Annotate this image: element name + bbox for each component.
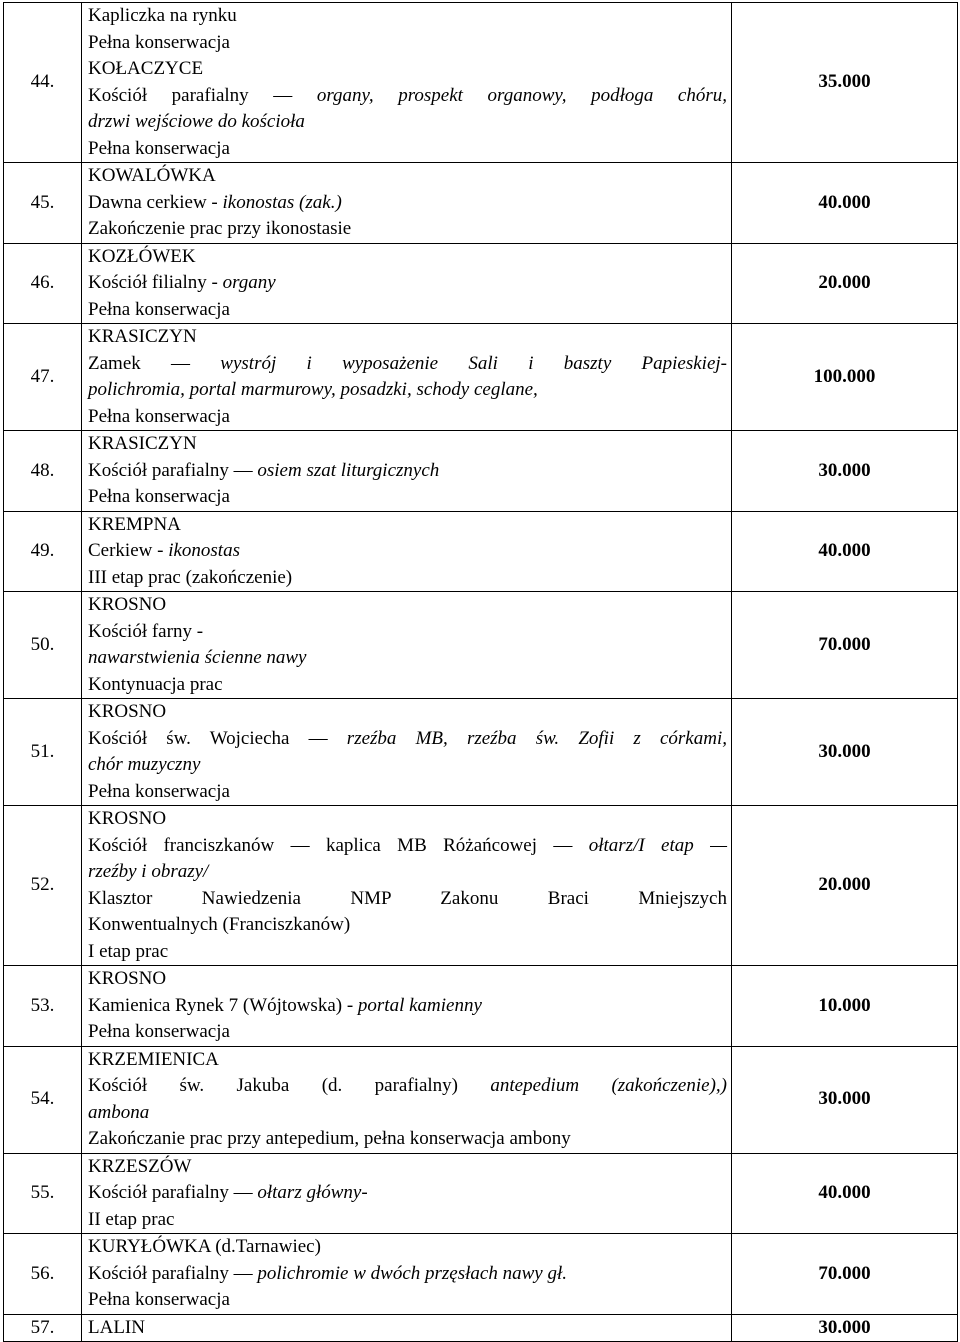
row-description <box>82 1153 732 1234</box>
row-amount: 10.000 <box>732 966 958 1047</box>
work-scope: portal kamienny <box>357 994 482 1016</box>
row-number: 57. <box>4 1314 82 1342</box>
description-line: KOŁACZYCE <box>88 58 204 79</box>
table-row <box>4 1234 958 1315</box>
table-row <box>4 592 958 699</box>
row-amount: 40.000 <box>732 511 958 592</box>
row-amount: 20.000 <box>732 806 958 966</box>
work-scope: polichromie w dwóch przęsłach nawy gł. <box>257 1262 567 1284</box>
description-line <box>88 538 727 565</box>
description-line: Pełna konserwacja <box>88 137 230 159</box>
row-description <box>82 1314 732 1342</box>
object-name: Kościół św. Jakuba (d. parafialny) <box>88 1075 491 1096</box>
table-row <box>4 806 958 966</box>
description-line: Pełna konserwacja <box>88 405 230 427</box>
description-line <box>88 458 727 485</box>
row-description <box>82 1046 732 1153</box>
row-description <box>82 324 732 431</box>
object-name: Dawna cerkiew - <box>88 191 223 213</box>
description-line: KURYŁÓWKA (d.Tarnawiec) <box>88 1236 321 1257</box>
description-line: KROSNO <box>88 701 167 722</box>
table-row <box>4 3 958 163</box>
funding-table <box>3 2 958 1342</box>
row-description <box>82 592 732 699</box>
row-amount: 40.000 <box>732 1153 958 1234</box>
object-name: Kościół parafialny — <box>88 84 317 106</box>
description-line: II etap prac <box>88 1208 175 1230</box>
table-row <box>4 431 958 512</box>
description-line <box>88 351 727 378</box>
description-line: Zakończanie prac przy antepedium, pełna konserwacja ambony <box>88 1128 571 1149</box>
object-name: Kościół parafialny — <box>88 1262 258 1284</box>
description-line: KROSNO <box>88 594 167 615</box>
description-line: Kontynuacja prac <box>88 673 223 695</box>
object-name: Cerkiew - <box>88 540 169 561</box>
row-number: 53. <box>4 966 82 1047</box>
row-number: 48. <box>4 431 82 512</box>
description-line: ambona <box>88 1101 150 1123</box>
description-line: KOWALÓWKA <box>88 165 216 186</box>
description-line: Kościół farny - <box>88 620 204 642</box>
description-line <box>88 270 727 297</box>
object-name: Kościół franciszkanów — kaplica MB Różańcowej — <box>88 834 589 856</box>
table-row <box>4 1153 958 1234</box>
description-line <box>88 190 727 217</box>
description-line: polichromia, portal marmurowy, posadzki, schody ceglane, <box>88 379 538 400</box>
description-line: nawarstwienia ścienne nawy <box>88 647 307 668</box>
table-row <box>4 163 958 244</box>
work-scope: antepedium (zakończenie),) <box>490 1075 727 1096</box>
work-scope: ołtarz/I etap — <box>588 834 728 856</box>
work-scope: rzeźba MB, rzeźba św. Zofii z córkami, <box>346 727 727 749</box>
work-scope: osiem szat liturgicznych <box>257 459 440 481</box>
row-number: 55. <box>4 1153 82 1234</box>
table-row <box>4 1046 958 1153</box>
row-amount: 30.000 <box>732 699 958 806</box>
row-amount: 35.000 <box>732 3 958 163</box>
object-name: Kościół parafialny — <box>88 1182 258 1203</box>
row-number: 56. <box>4 1234 82 1315</box>
description-line: drzwi wejściowe do kościoła <box>88 111 305 132</box>
row-number: 45. <box>4 163 82 244</box>
table-row <box>4 243 958 324</box>
row-description <box>82 699 732 806</box>
row-amount: 30.000 <box>732 431 958 512</box>
row-description <box>82 1234 732 1315</box>
description-line <box>88 1073 727 1100</box>
object-name: Kościół parafialny — <box>88 459 258 481</box>
description-line: LALIN <box>88 1316 145 1338</box>
work-scope: ołtarz główny- <box>257 1182 368 1203</box>
description-line: KOZŁÓWEK <box>88 245 196 267</box>
row-number: 47. <box>4 324 82 431</box>
object-name: Zamek — <box>88 352 221 374</box>
description-line: I etap prac <box>88 940 169 962</box>
row-number: 49. <box>4 511 82 592</box>
object-name: Kościół św. Wojciecha — <box>88 727 347 749</box>
row-description <box>82 431 732 512</box>
row-description <box>82 3 732 163</box>
description-line: KROSNO <box>88 968 167 989</box>
description-line: Pełna konserwacja <box>88 298 230 320</box>
description-line: Pełna konserwacja <box>88 31 230 53</box>
description-line: Klasztor Nawiedzenia NMP Zakonu Braci Mniejszych <box>88 887 727 909</box>
description-line <box>88 726 727 753</box>
row-description <box>82 806 732 966</box>
row-amount: 30.000 <box>732 1314 958 1342</box>
row-description <box>82 243 732 324</box>
description-line: Konwentualnych (Franciszkanów) <box>88 914 351 935</box>
table-row <box>4 1314 958 1342</box>
row-number: 52. <box>4 806 82 966</box>
description-line: Pełna konserwacja <box>88 1021 230 1042</box>
description-line: KRZEMIENICA <box>88 1048 219 1070</box>
description-line: KRZESZÓW <box>88 1155 192 1177</box>
object-name: Kamienica Rynek 7 (Wójtowska) - <box>88 994 358 1016</box>
description-line <box>88 833 727 860</box>
row-amount: 20.000 <box>732 243 958 324</box>
work-scope: organy <box>222 272 276 293</box>
row-description <box>82 966 732 1047</box>
row-description <box>82 511 732 592</box>
description-line: KRASICZYN <box>88 326 197 347</box>
description-line: KROSNO <box>88 808 167 829</box>
description-line: Pełna konserwacja <box>88 486 230 507</box>
description-line: Pełna konserwacja <box>88 780 230 802</box>
description-line: KREMPNA <box>88 513 181 535</box>
description-line: Kapliczka na rynku <box>88 5 237 26</box>
object-name: Kościół filialny - <box>88 272 223 293</box>
description-line: rzeźby i obrazy/ <box>88 861 209 882</box>
row-amount: 40.000 <box>732 163 958 244</box>
row-amount: 30.000 <box>732 1046 958 1153</box>
description-line <box>88 1261 727 1288</box>
work-scope: wystrój i wyposażenie Sali i baszty Papieskiej- <box>220 352 727 374</box>
table-row <box>4 324 958 431</box>
description-line <box>88 993 727 1020</box>
table-row <box>4 511 958 592</box>
description-line: Zakończenie prac przy ikonostasie <box>88 218 352 239</box>
description-line: Pełna konserwacja <box>88 1289 230 1310</box>
work-scope: ikonostas (zak.) <box>222 191 342 213</box>
row-number: 51. <box>4 699 82 806</box>
description-line: KRASICZYN <box>88 433 197 454</box>
description-line: III etap prac (zakończenie) <box>88 566 293 588</box>
row-amount: 100.000 <box>732 324 958 431</box>
work-scope: ikonostas <box>168 540 240 561</box>
row-number: 50. <box>4 592 82 699</box>
description-line <box>88 83 727 110</box>
row-description <box>82 163 732 244</box>
table-body <box>4 3 958 1342</box>
table-row <box>4 966 958 1047</box>
row-number: 44. <box>4 3 82 163</box>
description-line <box>88 1180 727 1207</box>
row-amount: 70.000 <box>732 592 958 699</box>
row-number: 54. <box>4 1046 82 1153</box>
row-number: 46. <box>4 243 82 324</box>
row-amount: 70.000 <box>732 1234 958 1315</box>
table-row <box>4 699 958 806</box>
work-scope: organy, prospekt organowy, podłoga chóru, <box>316 84 728 106</box>
description-line: chór muzyczny <box>88 754 201 775</box>
